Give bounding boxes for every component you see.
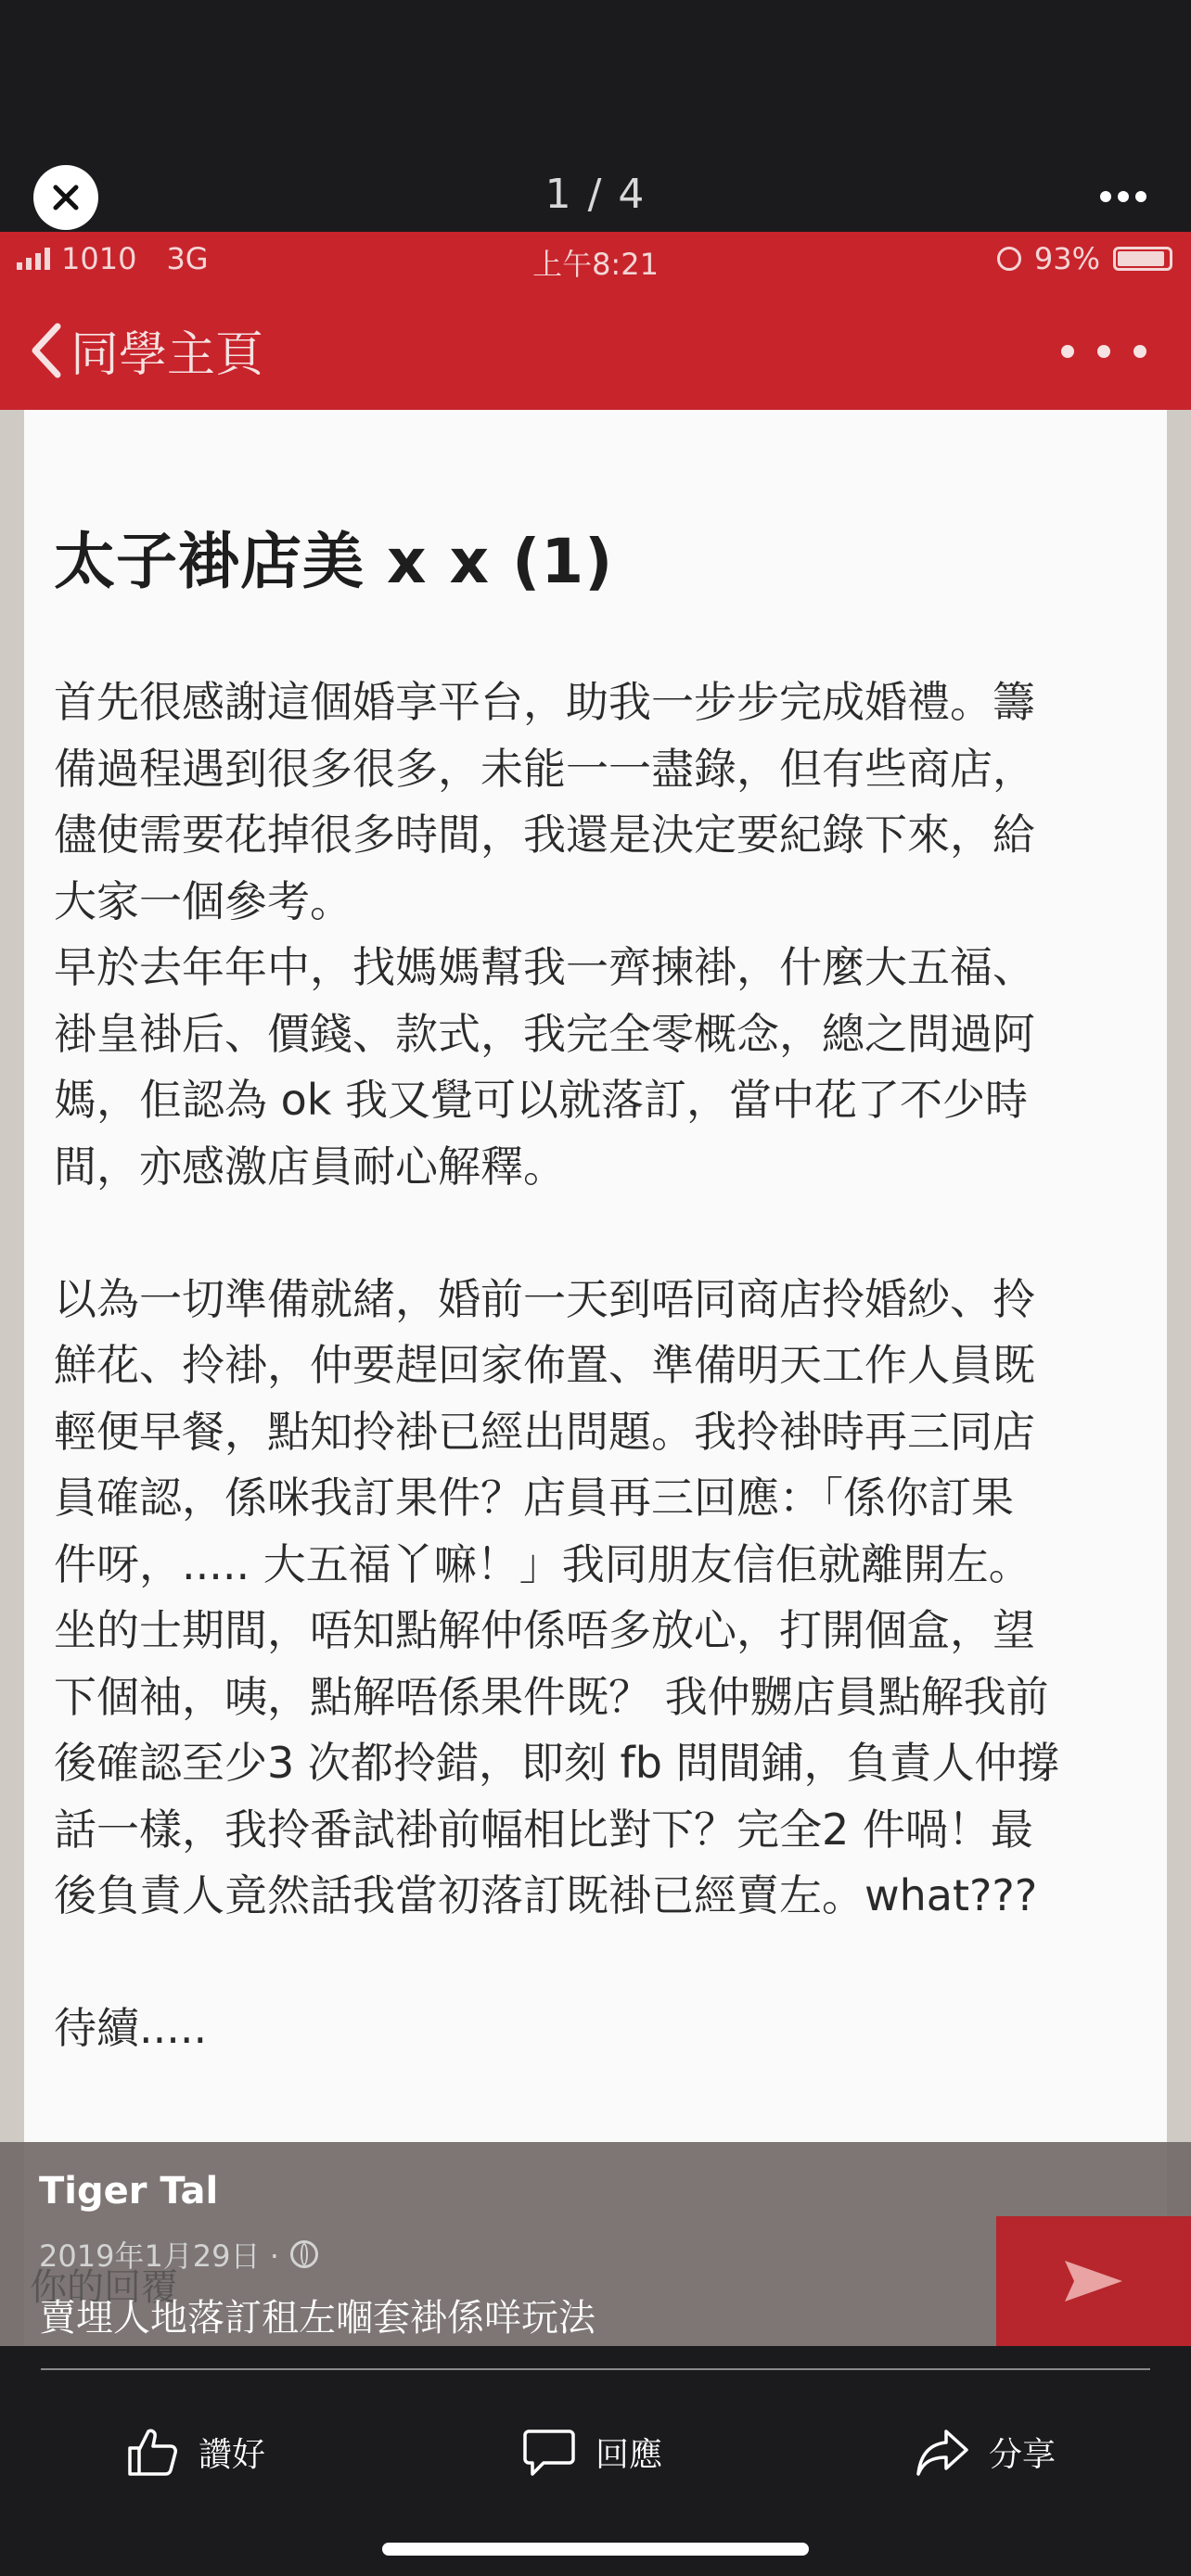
body-closing: 待續..... bbox=[54, 2003, 208, 2053]
comment-label: 回應 bbox=[596, 2435, 663, 2474]
divider bbox=[41, 2368, 1150, 2370]
body-line: 媽，佢認為 ok 我又覺可以就落訂，當中花了不少時 bbox=[54, 1075, 1029, 1125]
like-button[interactable] bbox=[124, 2424, 265, 2480]
back-button[interactable] bbox=[28, 315, 263, 385]
network-label: 3G bbox=[166, 241, 209, 276]
thumbs-up-icon bbox=[124, 2424, 180, 2480]
body-line: 備過程遇到很多很多，未能一一盡錄，但有些商店， bbox=[54, 743, 1035, 794]
caption-date-row bbox=[39, 2233, 318, 2276]
status-bar bbox=[0, 232, 1191, 287]
caption-text: 賣埋人地落訂租左嗰套褂係咩玩法 bbox=[39, 2297, 596, 2340]
status-time: 上午8:21 bbox=[532, 247, 659, 282]
body-line: 後確認至少3 次都拎錯，即刻 fb 問間鋪，負責人仲撐 bbox=[54, 1738, 1060, 1788]
post-title: 太子褂店美 x x (1) bbox=[54, 526, 614, 597]
body-line: 輕便早餐，點知拎褂已經出問題。我拎褂時再三同店 bbox=[54, 1406, 1035, 1457]
carrier-label: 1010 bbox=[61, 241, 137, 276]
back-label: 同學主頁 bbox=[70, 327, 264, 383]
bottom-action-bar bbox=[0, 2346, 1191, 2576]
like-label: 讚好 bbox=[198, 2435, 266, 2474]
share-button[interactable] bbox=[915, 2424, 1056, 2480]
send-button[interactable] bbox=[996, 2216, 1191, 2346]
home-indicator[interactable] bbox=[382, 2543, 809, 2556]
photo-caption bbox=[0, 2142, 1191, 2346]
caption-date: 2019年1月29日 · bbox=[39, 2238, 279, 2274]
body-line: 下個袖，咦，點解唔係果件既？ 我仲嬲店員點解我前 bbox=[54, 1671, 1049, 1722]
send-icon bbox=[1061, 2253, 1126, 2309]
post-content bbox=[24, 410, 1167, 2346]
rotation-lock-icon bbox=[997, 247, 1021, 271]
battery-icon bbox=[1113, 247, 1172, 271]
photo-content bbox=[0, 232, 1191, 2346]
comment-button[interactable] bbox=[521, 2424, 662, 2480]
viewer-top-bar bbox=[0, 0, 1191, 232]
reply-placeholder: 你的回覆 bbox=[30, 2266, 178, 2309]
battery-percent: 93% bbox=[1033, 241, 1100, 276]
post-body bbox=[54, 670, 1153, 2062]
body-line: 話一樣，我拎番試褂前幅相比對下？完全2 件喎！最 bbox=[54, 1804, 1033, 1855]
body-line: 首先很感謝這個婚享平台，助我一步步完成婚禮。籌 bbox=[54, 677, 1035, 727]
app-bar bbox=[0, 287, 1191, 410]
share-label: 分享 bbox=[989, 2435, 1057, 2474]
comment-icon bbox=[521, 2424, 577, 2480]
chevron-left-icon bbox=[28, 321, 65, 380]
more-icon[interactable] bbox=[1100, 185, 1146, 208]
caption-author[interactable]: Tiger Tal bbox=[39, 2170, 219, 2213]
body-line: 坐的士期間，唔知點解仲係唔多放心，打開個盒，望 bbox=[54, 1605, 1035, 1655]
body-line: 大家一個參考。 bbox=[54, 875, 352, 926]
body-line: 褂皇褂后、價錢、款式，我完全零概念，總之問過阿 bbox=[54, 1008, 1035, 1059]
body-line: 員確認，係咪我訂果件？店員再三回應：「係你訂果 bbox=[54, 1473, 1014, 1523]
body-line: 以為一切準備就緒，婚前一天到唔同商店拎婚紗、拎 bbox=[54, 1273, 1035, 1324]
more-horizontal-icon[interactable] bbox=[1061, 345, 1146, 360]
body-line: 後負責人竟然話我當初落訂既褂已經賣左。what??? bbox=[54, 1870, 1038, 1920]
body-line: 儘使需要花掉很多時間，我還是決定要紀錄下來，給 bbox=[54, 810, 1035, 860]
body-line: 間，亦感激店員耐心解釋。 bbox=[54, 1141, 566, 1192]
body-line: 早於去年年中，找媽媽幫我一齊揀褂，什麼大五福、 bbox=[54, 942, 1035, 992]
share-icon bbox=[915, 2424, 970, 2480]
body-line: 鮮花、拎褂，仲要趕回家佈置、準備明天工作人員既 bbox=[54, 1340, 1035, 1390]
photo-counter: 1 / 4 bbox=[544, 171, 647, 218]
body-line: 件呀，..... 大五福丫嘛！」我同朋友信佢就離開左。 bbox=[54, 1538, 1031, 1589]
globe-icon bbox=[290, 2240, 318, 2268]
